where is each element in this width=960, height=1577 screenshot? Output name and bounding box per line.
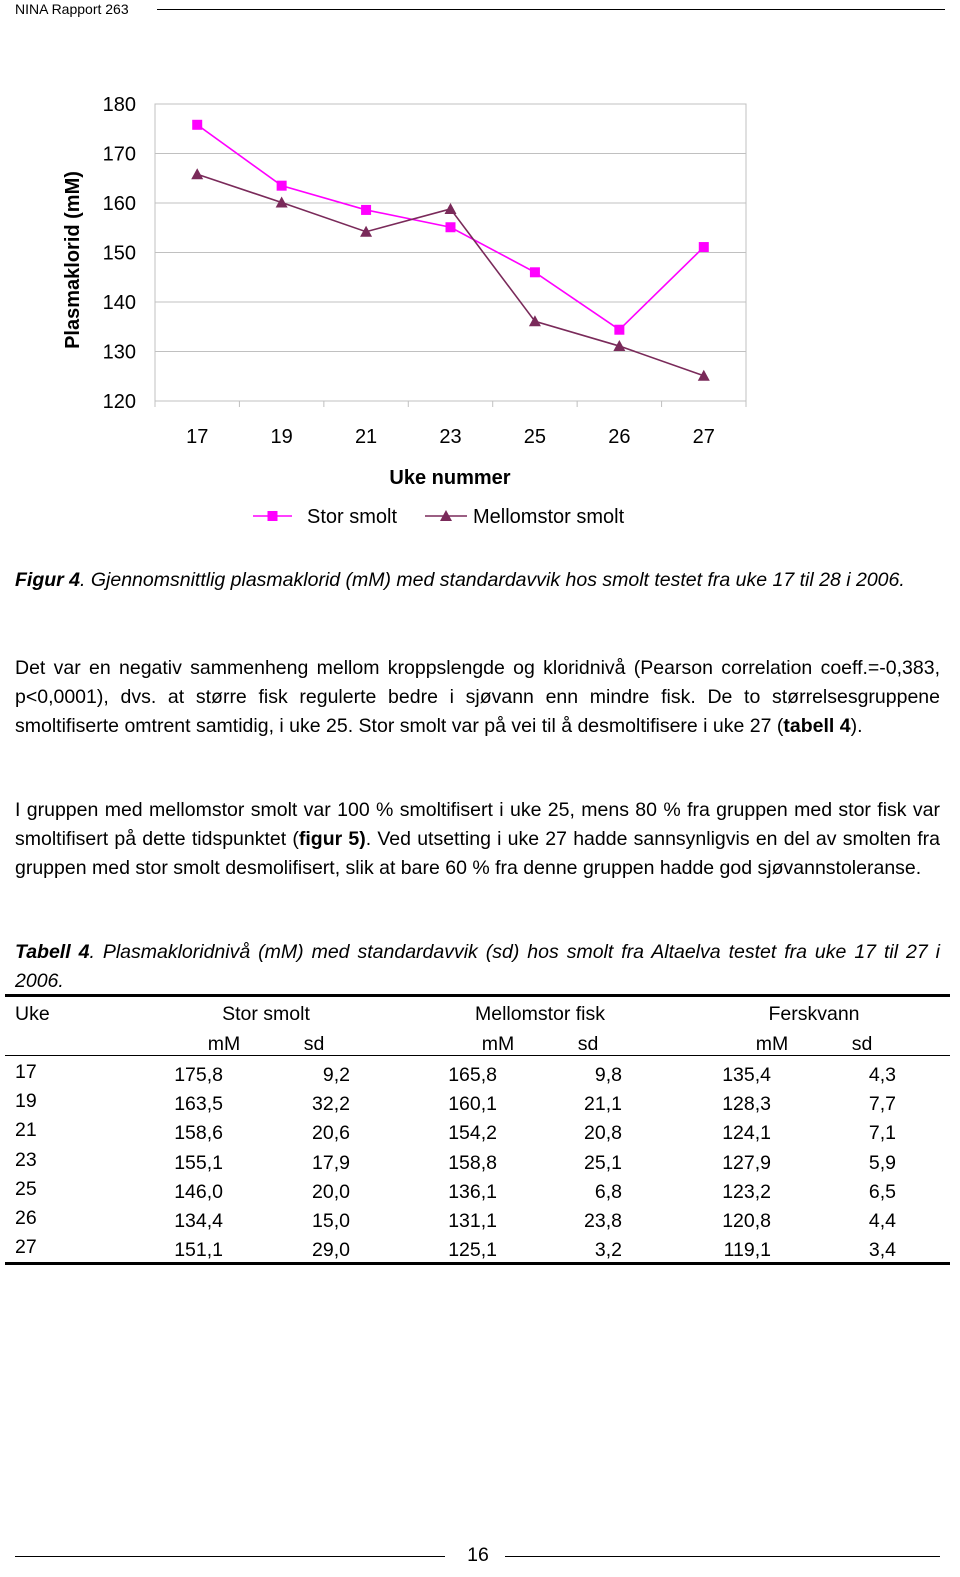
figure-caption	[15, 566, 940, 595]
y-tick-label: 150	[102, 242, 136, 265]
subheader-mm: mM	[755, 1033, 789, 1055]
x-tick-label: 21	[354, 426, 378, 448]
cell-mellom-mm: 158,8	[448, 1151, 497, 1174]
table-caption-label: Tabell 4	[15, 941, 90, 963]
series-mellomstor-smolt	[191, 168, 710, 380]
paragraph-correlation	[15, 654, 940, 741]
line-chart	[0, 80, 960, 540]
data-point	[614, 325, 624, 335]
cell-mellom-sd: 3,2	[594, 1239, 622, 1262]
cell-mellom-mm: 136,1	[448, 1180, 497, 1203]
column-group-mellomstor-fisk: Mellomstor fisk	[474, 1003, 606, 1025]
table-reference: tabell 4	[783, 715, 851, 737]
paragraph-text: . Ved utsetting i uke 27 hadde sannsynligvis en del av smolten fra gruppen med stor smolt desmolifisert, slik at bare 60 % fra denne gruppen hadde god sjøvannstoleranse.	[15, 828, 940, 879]
x-tick-label: 26	[608, 426, 631, 448]
x-tick-label: 23	[439, 426, 462, 448]
x-tick-label: 27	[692, 426, 715, 448]
cell-uke: 25	[15, 1177, 37, 1200]
data-point	[191, 168, 203, 179]
data-point	[277, 181, 287, 191]
cell-uke: 17	[15, 1061, 37, 1083]
data-point	[445, 203, 457, 214]
cell-uke: 27	[15, 1236, 37, 1259]
cell-mellom-mm: 125,1	[448, 1239, 497, 1262]
y-tick-label: 140	[102, 292, 136, 314]
legend-label: Stor smolt	[307, 506, 398, 528]
chart-legend	[253, 506, 625, 528]
table-caption-text: . Plasmakloridnivå (mM) med standardavvik (sd) hos smolt fra Altaelva testet fra uke 17 til 27 i 2006.	[15, 941, 941, 992]
legend-item	[253, 506, 397, 528]
table-caption	[15, 938, 940, 996]
cell-mellom-mm: 165,8	[448, 1064, 497, 1086]
cell-mellom-mm: 154,2	[448, 1122, 497, 1145]
table-top-rule	[5, 994, 950, 997]
table-header-rule	[5, 1055, 950, 1056]
paragraph-text: ).	[850, 715, 863, 737]
cell-mellom-sd: 9,8	[594, 1064, 622, 1086]
chart-grid	[155, 104, 746, 407]
cell-fersk-sd: 5,9	[868, 1151, 896, 1174]
subheader-sd: sd	[577, 1033, 599, 1055]
footer-rule-right	[505, 1556, 940, 1557]
paragraph-smoltification	[15, 796, 940, 883]
column-header-uke: Uke	[15, 1003, 50, 1025]
table-bottom-rule	[5, 1262, 950, 1265]
cell-stor-sd: 17,9	[312, 1151, 350, 1174]
cell-stor-mm: 158,6	[174, 1122, 223, 1145]
figure-caption-text: . Gjennomsnittlig plasmaklorid (mM) med standardavvik hos smolt testet fra uke 17 til 28 i 2006.	[80, 569, 905, 591]
cell-stor-sd: 15,0	[312, 1210, 350, 1232]
cell-fersk-sd: 6,5	[868, 1180, 896, 1203]
report-header-label: NINA Rapport 263	[15, 1, 129, 17]
cell-mellom-sd: 23,8	[584, 1210, 622, 1232]
data-point	[361, 205, 371, 215]
y-tick-label: 120	[102, 391, 136, 413]
legend-item	[425, 506, 625, 528]
data-point	[530, 267, 540, 277]
cell-fersk-mm: 119,1	[723, 1239, 771, 1262]
data-point	[192, 120, 202, 130]
cell-fersk-mm: 124,1	[722, 1122, 771, 1145]
x-tick-labels	[186, 426, 715, 448]
cell-stor-mm: 175,8	[174, 1064, 223, 1086]
subheader-mm: mM	[207, 1033, 241, 1055]
cell-mellom-mm: 160,1	[448, 1093, 497, 1116]
data-point	[276, 197, 288, 208]
y-tick-label: 160	[102, 193, 136, 215]
cell-fersk-sd: 4,3	[868, 1064, 896, 1086]
cell-fersk-mm: 127,9	[722, 1151, 771, 1174]
x-axis-label: Uke nummer	[389, 467, 511, 489]
cell-stor-sd: 29,0	[312, 1239, 350, 1262]
x-tick-label: 25	[523, 426, 547, 448]
cell-mellom-mm: 131,1	[448, 1210, 497, 1232]
cell-stor-mm: 134,4	[174, 1210, 223, 1232]
cell-fersk-sd: 7,7	[868, 1093, 896, 1116]
figure-caption-label: Figur 4	[15, 569, 81, 591]
x-tick-label: 19	[270, 426, 293, 448]
column-group-stor-smolt: Stor smolt	[222, 1003, 310, 1025]
cell-stor-mm: 163,5	[174, 1093, 223, 1116]
page-number: 16	[467, 1544, 489, 1566]
cell-stor-mm: 155,1	[174, 1151, 223, 1174]
y-tick-label: 170	[102, 143, 136, 166]
legend-label: Mellomstor smolt	[473, 506, 625, 528]
cell-mellom-sd: 25,1	[584, 1151, 622, 1174]
cell-stor-sd: 20,6	[312, 1122, 350, 1145]
data-point	[699, 242, 709, 252]
subheader-sd: sd	[851, 1033, 873, 1055]
cell-fersk-sd: 7,1	[868, 1122, 896, 1145]
cell-stor-mm: 151,1	[174, 1239, 223, 1262]
paragraph-text: Det var en negativ sammenheng mellom kroppslengde og kloridnivå (Pearson correlation coeff.=-0,383, p<0,0001), dvs. at større fisk regulerte bedre i sjøvann enn mindre fisk. De to størrelsesgruppene smoltifiserte omtrent samtidig, i uke 25. Stor smolt var på vei til å desmoltifisere i uke 27 (	[15, 657, 940, 737]
cell-mellom-sd: 20,8	[584, 1122, 622, 1145]
cell-fersk-mm: 120,8	[722, 1210, 771, 1232]
cell-uke: 19	[15, 1090, 37, 1113]
cell-uke: 21	[15, 1119, 37, 1142]
chart-series	[191, 120, 710, 381]
cell-fersk-sd: 4,4	[868, 1210, 896, 1232]
cell-fersk-mm: 128,3	[722, 1093, 771, 1116]
cell-stor-sd: 32,2	[312, 1093, 350, 1116]
data-point	[446, 222, 456, 232]
cell-fersk-mm: 123,2	[722, 1180, 771, 1203]
data-point	[698, 370, 710, 381]
cell-fersk-mm: 135,4	[722, 1064, 771, 1086]
x-tick-label: 17	[186, 426, 209, 448]
cell-mellom-sd: 21,1	[584, 1093, 622, 1116]
cell-fersk-sd: 3,4	[868, 1239, 896, 1262]
cell-uke: 23	[15, 1148, 37, 1171]
header-rule	[157, 9, 945, 10]
y-tick-labels	[103, 94, 136, 413]
legend-swatch-marker	[268, 511, 278, 521]
cell-mellom-sd: 6,8	[594, 1180, 622, 1203]
cell-stor-mm: 146,0	[174, 1180, 223, 1203]
paragraph-text: I gruppen med mellomstor smolt var 100 % smoltifisert i uke 25, mens 80 % fra gruppen med stor fisk var smoltifisert på dette tidspunktet (	[15, 799, 940, 850]
y-tick-label: 130	[102, 341, 136, 364]
column-group-ferskvann: Ferskvann	[768, 1003, 860, 1025]
y-tick-label: 180	[102, 94, 136, 116]
footer-rule-left	[15, 1556, 445, 1557]
cell-stor-sd: 9,2	[322, 1064, 350, 1086]
cell-uke: 26	[15, 1207, 37, 1229]
y-axis-label: Plasmaklorid (mM)	[62, 171, 84, 349]
figure-reference: figur 5)	[298, 828, 366, 850]
subheader-mm: mM	[481, 1033, 515, 1055]
cell-stor-sd: 20,0	[312, 1180, 350, 1203]
subheader-sd: sd	[303, 1033, 325, 1055]
